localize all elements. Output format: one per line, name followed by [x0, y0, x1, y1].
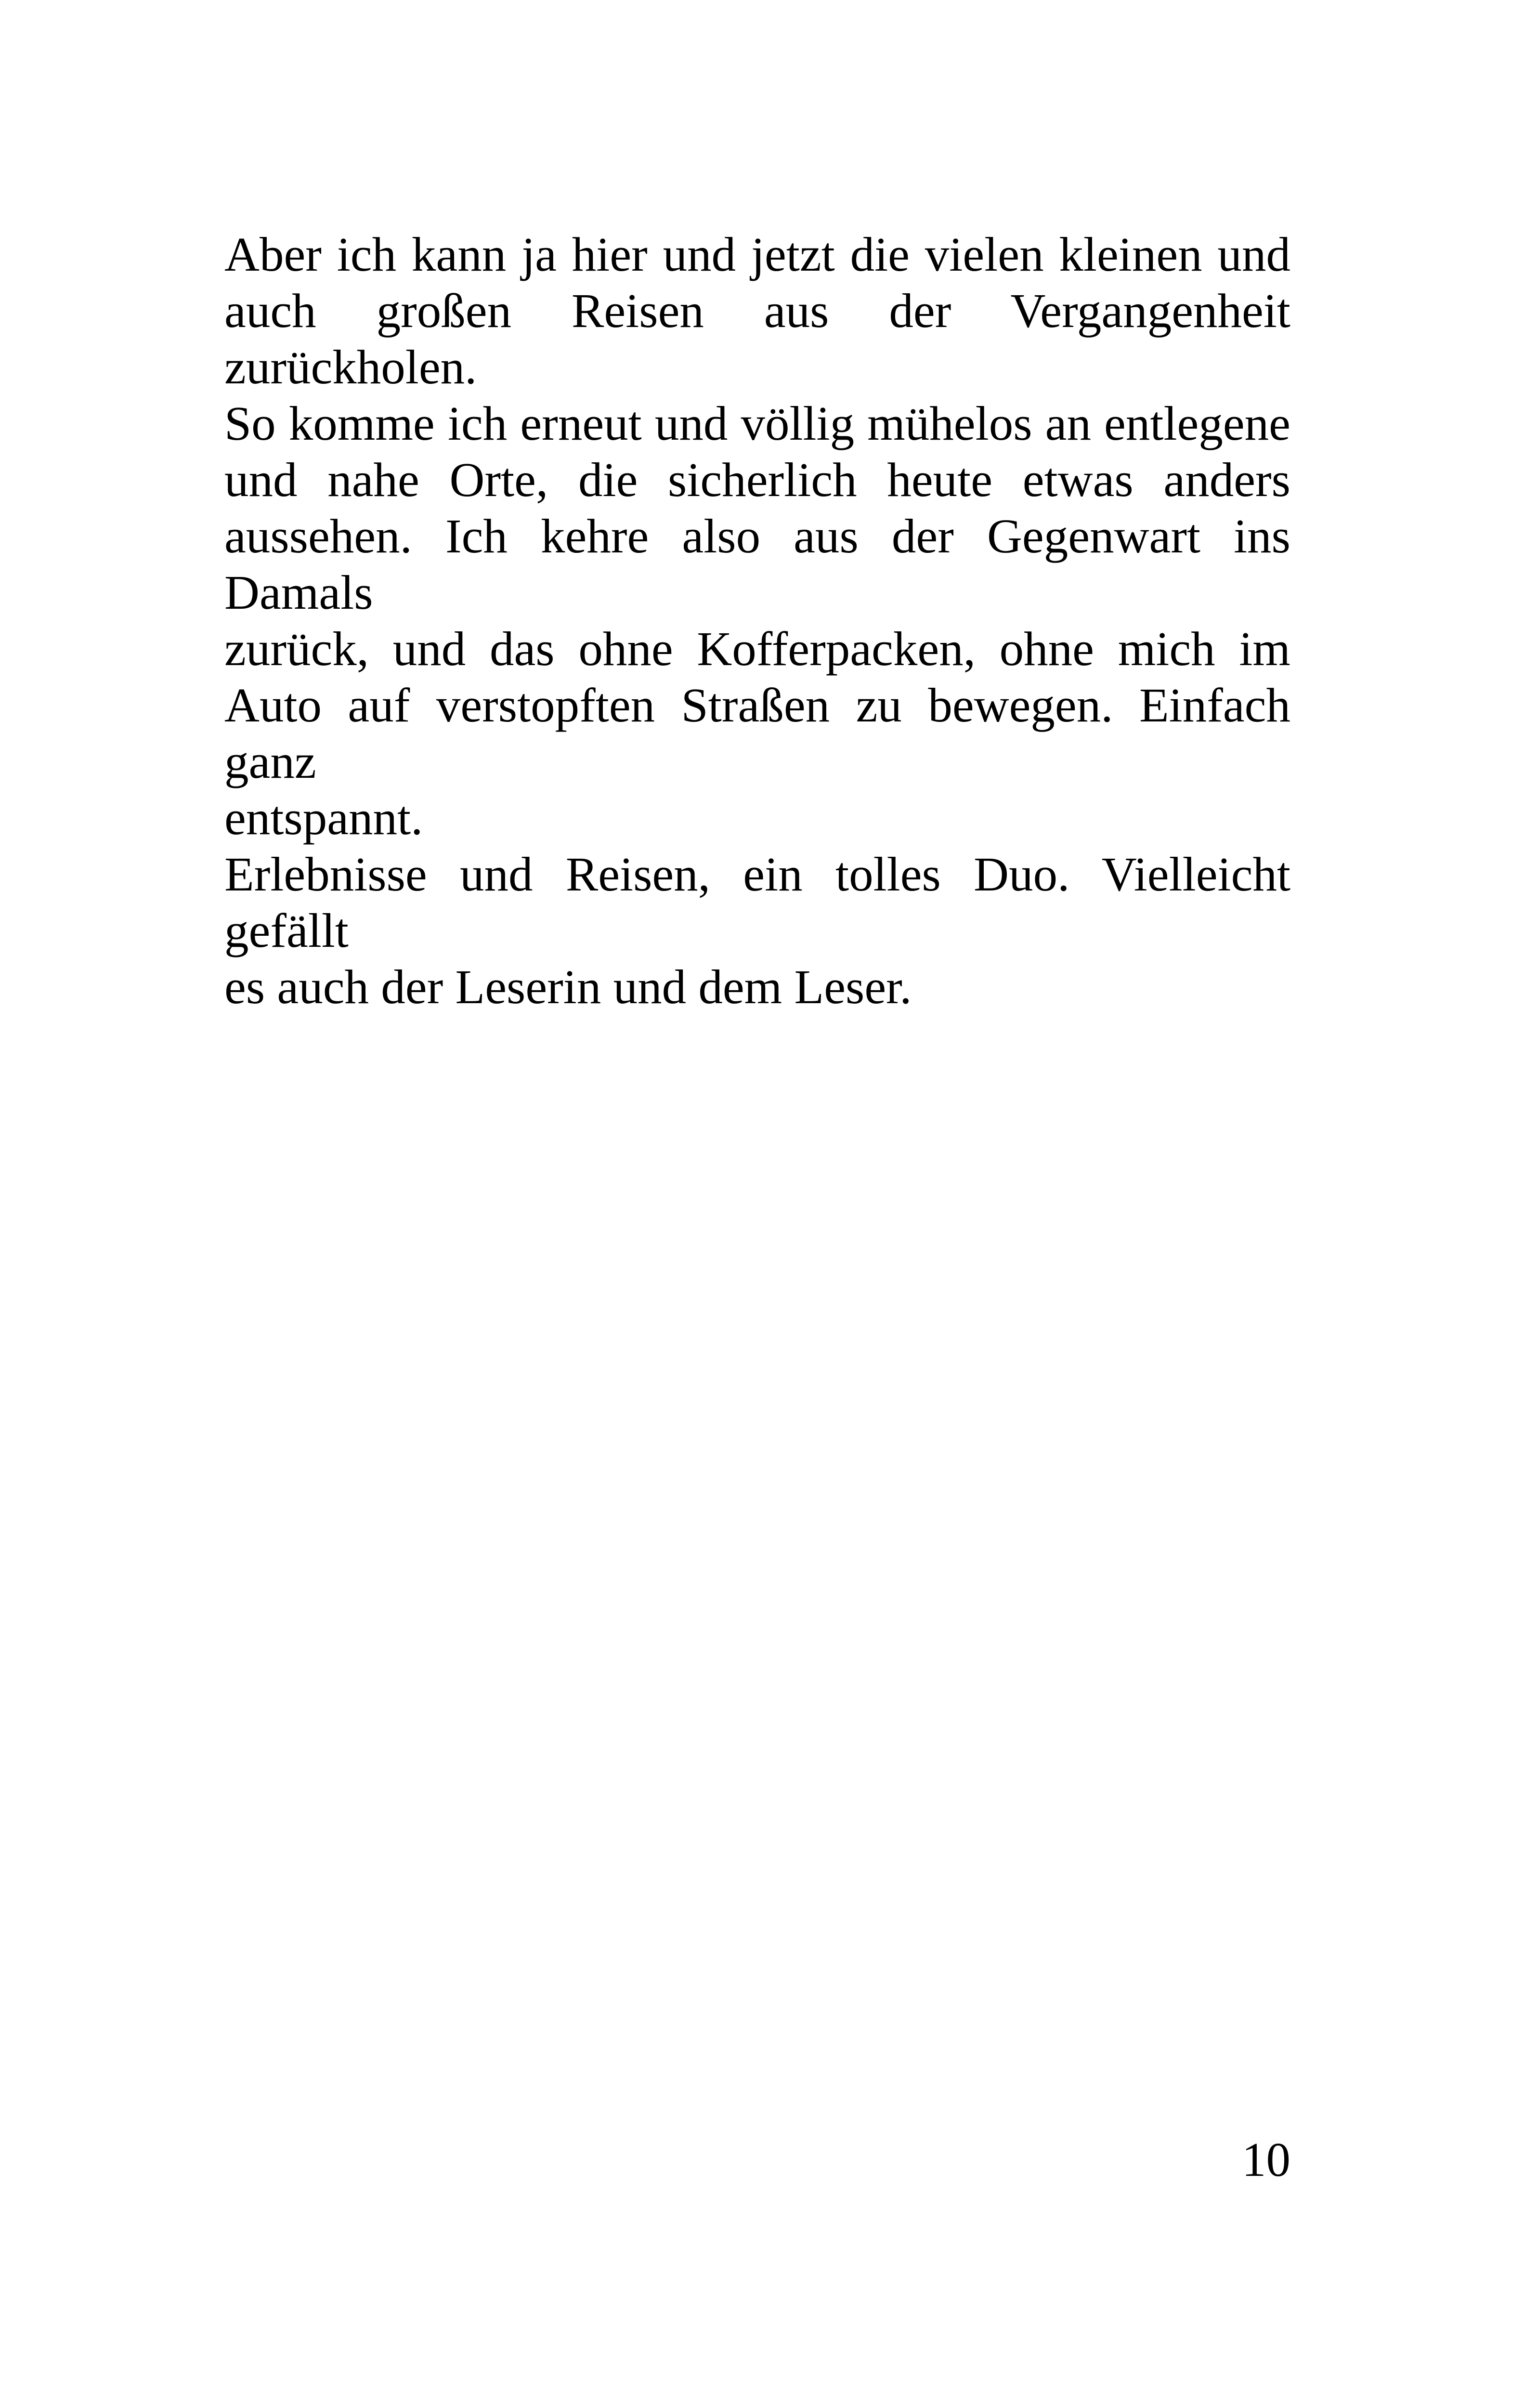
text-line: zurück, und das ohne Kofferpacken, ohne mich im	[224, 622, 1290, 676]
page-number: 10	[1242, 2133, 1290, 2186]
body-text	[224, 226, 1290, 1015]
text-line: und nahe Orte, die sicherlich heute etwas anders	[224, 453, 1290, 507]
text-line: aussehen. Ich kehre also aus der Gegenwart ins Damals	[224, 509, 1290, 619]
text-line: So komme ich erneut und völlig mühelos an entlegene	[224, 396, 1290, 450]
text-line: Erlebnisse und Reisen, ein tolles Duo. Vielleicht gefällt	[224, 847, 1290, 957]
text-line: Aber ich kann ja hier und jetzt die vielen kleinen und	[224, 227, 1290, 281]
text-line: entspannt.	[224, 791, 423, 845]
text-line: zurückholen.	[224, 340, 477, 394]
text-line: Auto auf verstopften Straßen zu bewegen. Einfach ganz	[224, 678, 1290, 788]
text-line: auch großen Reisen aus der Vergangenheit	[224, 284, 1290, 338]
text-line: es auch der Leserin und dem Leser.	[224, 960, 912, 1014]
